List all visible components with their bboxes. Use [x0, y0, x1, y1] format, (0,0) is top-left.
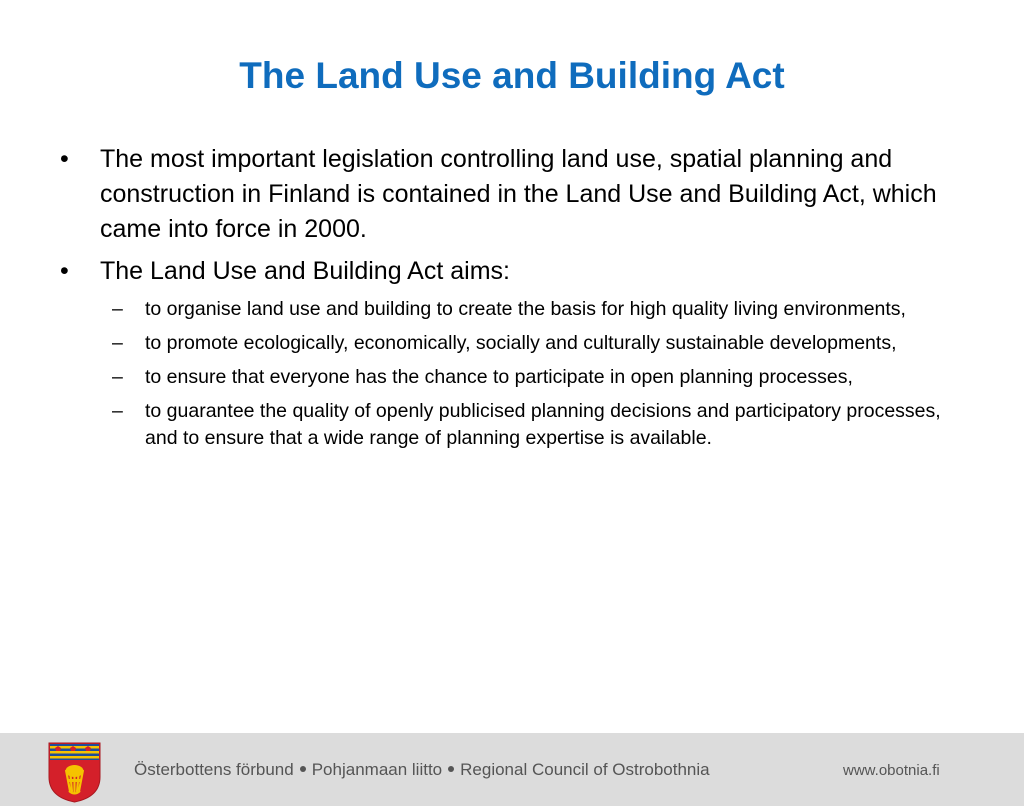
- sub-bullet-item: [60, 398, 970, 452]
- dash-marker: –: [112, 332, 123, 354]
- org-name-swedish: Österbottens förbund: [134, 760, 294, 779]
- sub-bullet-text: to ensure that everyone has the chance to participate in open planning processes,: [145, 366, 853, 388]
- slide-body: [60, 142, 970, 459]
- bullet-item: [60, 142, 970, 247]
- dash-marker: –: [112, 366, 123, 388]
- bullet-text: The Land Use and Building Act aims:: [100, 257, 510, 285]
- bullet-text: The most important legislation controlling land use, spatial planning and construction in Finland is contained in the Land Use and Building Act, which came into force in 2000.: [100, 145, 937, 243]
- sub-bullet-text: to organise land use and building to create the basis for high quality living environments,: [145, 298, 906, 320]
- bullet-marker: •: [60, 145, 69, 173]
- dash-marker: –: [112, 298, 123, 320]
- footer-organization-names: [134, 760, 710, 780]
- sub-bullet-text: to guarantee the quality of openly publicised planning decisions and participatory processes, and to ensure that a wide range of planning expertise is available.: [145, 400, 941, 449]
- sub-bullet-text: to promote ecologically, economically, socially and culturally sustainable developments,: [145, 332, 897, 354]
- footer-website-url: www.obotnia.fi: [843, 762, 940, 779]
- sub-bullet-item: [60, 296, 970, 323]
- bullet-marker: •: [60, 257, 69, 285]
- org-name-english: Regional Council of Ostrobothnia: [460, 760, 710, 779]
- sub-bullet-item: [60, 364, 970, 391]
- org-name-finnish: Pohjanmaan liitto: [311, 760, 443, 779]
- slide-title: The Land Use and Building Act: [239, 55, 785, 96]
- separator-dot-icon: [448, 766, 454, 772]
- separator-dot-icon: [300, 766, 306, 772]
- footer-bar: [0, 733, 1024, 806]
- ostrobothnia-coat-of-arms-icon: [47, 741, 102, 803]
- bullet-item: [60, 254, 970, 289]
- sub-bullet-item: [60, 330, 970, 357]
- dash-marker: –: [112, 400, 123, 422]
- sub-bullet-list: [60, 296, 970, 452]
